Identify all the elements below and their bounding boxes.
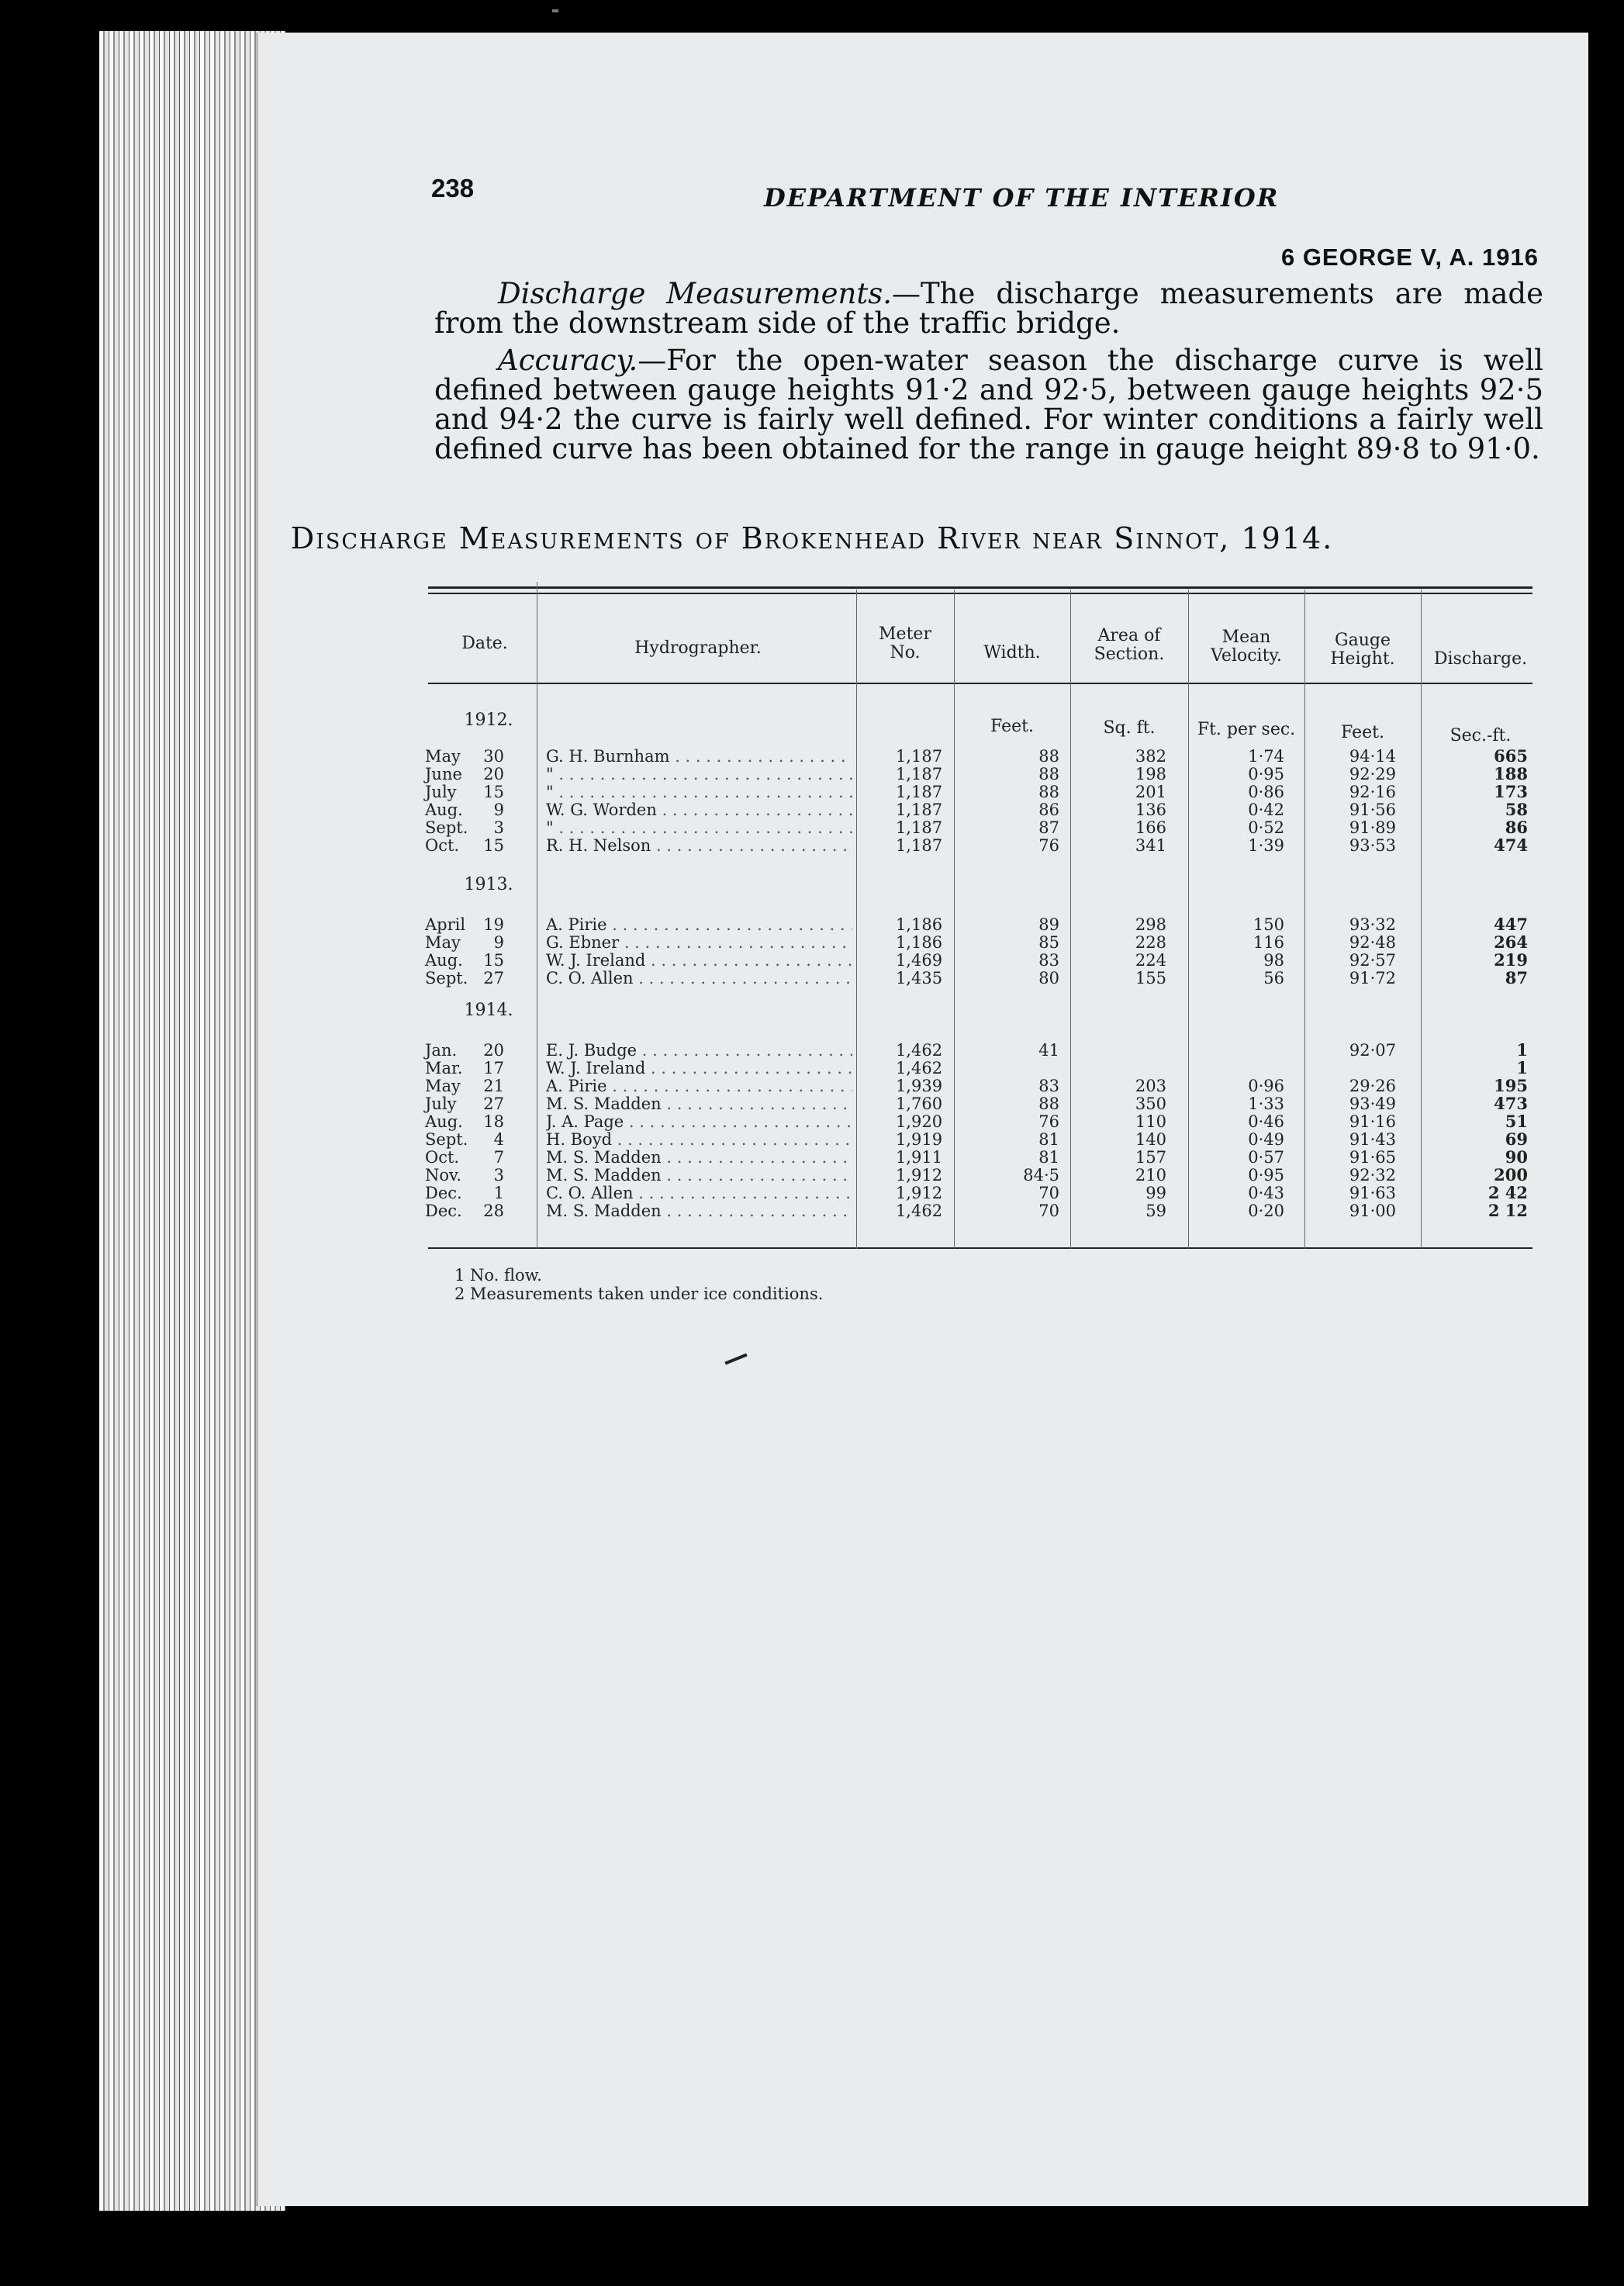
row-velocity: 1·74 — [1248, 747, 1284, 766]
table-row — [0, 1095, 1624, 1113]
table-rule-top — [428, 586, 1532, 589]
paragraph-text: —The discharge measurements are made from the downstream side of the traffic bridge. — [434, 277, 1543, 340]
header-meter-line2: No. — [890, 643, 921, 662]
row-day: 19 — [483, 915, 504, 934]
table-row — [0, 801, 1624, 819]
row-month: May — [425, 747, 461, 766]
row-month: Aug. — [425, 1112, 463, 1131]
row-hydrographer: W. G. Worden . . . — [546, 801, 852, 819]
row-meter: 1,919 — [895, 1130, 943, 1149]
row-day: 28 — [483, 1202, 504, 1220]
header-meter-line1: Meter — [879, 624, 931, 644]
row-month: June — [425, 765, 462, 783]
row-day: 20 — [483, 765, 504, 783]
row-width: 83 — [1038, 951, 1059, 970]
table-row — [0, 747, 1624, 766]
row-hydrographer: R. H. Nelson . . . — [546, 836, 852, 855]
row-width: 86 — [1038, 801, 1059, 819]
table-row — [0, 1130, 1624, 1149]
row-day: 1 — [493, 1184, 504, 1202]
row-width: 81 — [1038, 1148, 1059, 1167]
row-gauge: 92·57 — [1349, 951, 1396, 970]
header-discharge: Discharge. — [1433, 649, 1528, 669]
row-meter: 1,187 — [895, 783, 943, 801]
row-area: 228 — [1135, 933, 1166, 952]
header-velocity — [1190, 628, 1303, 666]
row-velocity: 56 — [1263, 969, 1284, 987]
table-row — [0, 1202, 1624, 1220]
row-month: Oct. — [425, 1148, 460, 1167]
scan-smudge — [552, 9, 558, 12]
row-gauge: 92·29 — [1349, 765, 1396, 783]
row-discharge: 173 — [1494, 782, 1528, 801]
row-hydrographer: E. J. Budge . . . — [546, 1041, 852, 1060]
row-width: 41 — [1038, 1041, 1059, 1060]
row-hydrographer: M. S. Madden . . . — [546, 1095, 852, 1113]
row-hydrographer: C. O. Allen . . . — [546, 969, 852, 987]
header-gauge — [1306, 631, 1419, 669]
row-velocity: 0·52 — [1248, 818, 1284, 837]
row-meter: 1,187 — [895, 747, 943, 766]
row-hydrographer: " . . . — [546, 783, 852, 801]
row-month: May — [425, 1077, 461, 1095]
row-meter: 1,186 — [895, 915, 943, 934]
row-month: Sept. — [425, 818, 468, 837]
row-hydrographer: G. Ebner . . . — [546, 933, 852, 952]
row-width: 70 — [1038, 1202, 1059, 1220]
row-velocity: 0·20 — [1248, 1202, 1284, 1220]
row-day: 4 — [493, 1130, 504, 1149]
row-day: 17 — [483, 1059, 504, 1077]
row-gauge: 91·89 — [1349, 818, 1396, 837]
row-hydrographer: W. J. Ireland . . . — [546, 951, 852, 970]
row-month: Nov. — [425, 1166, 462, 1185]
row-velocity: 0·49 — [1248, 1130, 1284, 1149]
header-width: Width. — [983, 643, 1041, 662]
row-day: 9 — [493, 801, 504, 819]
row-velocity: 0·46 — [1248, 1112, 1284, 1131]
header-hydrographer: Hydrographer. — [634, 638, 762, 658]
row-day: 3 — [493, 1166, 504, 1185]
table-row — [0, 933, 1624, 952]
table-row — [0, 1184, 1624, 1202]
row-meter: 1,462 — [895, 1059, 943, 1077]
row-hydrographer: " . . . — [546, 818, 852, 837]
unit-velocity: Ft. per sec. — [1197, 720, 1296, 739]
row-gauge: 29·26 — [1349, 1077, 1396, 1095]
row-hydrographer: A. Pirie . . . — [546, 1077, 852, 1095]
row-width: 88 — [1038, 765, 1059, 783]
row-velocity: 0·95 — [1248, 1166, 1284, 1185]
row-area: 59 — [1145, 1202, 1166, 1220]
row-meter: 1,435 — [895, 969, 943, 987]
unit-area: Sq. ft. — [1103, 718, 1156, 738]
session-label: 6 GEORGE V, A. 1916 — [1280, 244, 1539, 271]
row-discharge: 90 — [1505, 1147, 1528, 1167]
row-area: 99 — [1145, 1184, 1166, 1202]
row-gauge: 92·16 — [1349, 783, 1396, 801]
row-area: 157 — [1135, 1148, 1166, 1167]
row-month: July — [425, 1095, 457, 1113]
table-row — [0, 783, 1624, 801]
row-width: 88 — [1038, 747, 1059, 766]
row-hydrographer: M. S. Madden . . . — [546, 1202, 852, 1220]
row-velocity: 0·96 — [1248, 1077, 1284, 1095]
row-gauge: 93·49 — [1349, 1095, 1396, 1113]
row-width: 88 — [1038, 783, 1059, 801]
footnote: 2 Measurements taken under ice conditions. — [454, 1285, 824, 1303]
row-meter: 1,912 — [895, 1166, 943, 1185]
row-width: 83 — [1038, 1077, 1059, 1095]
row-day: 3 — [493, 818, 504, 837]
page-number: 238 — [431, 174, 475, 202]
row-width: 70 — [1038, 1184, 1059, 1202]
row-hydrographer: C. O. Allen . . . — [546, 1184, 852, 1202]
table-row — [0, 1166, 1624, 1185]
row-day: 20 — [483, 1041, 504, 1060]
row-meter: 1,187 — [895, 836, 943, 855]
row-hydrographer: W. J. Ireland . . . — [546, 1059, 852, 1077]
table-rule-bottom — [428, 1247, 1532, 1249]
row-meter: 1,462 — [895, 1202, 943, 1220]
row-velocity: 116 — [1253, 933, 1284, 952]
table-row — [0, 915, 1624, 934]
table-rule-header — [428, 683, 1532, 684]
row-gauge: 91·65 — [1349, 1148, 1396, 1167]
row-area: 350 — [1135, 1095, 1166, 1113]
row-discharge: 200 — [1494, 1165, 1528, 1185]
row-area: 110 — [1135, 1112, 1166, 1131]
row-gauge: 91·00 — [1349, 1202, 1396, 1220]
year-label: 1912. — [464, 711, 513, 730]
row-meter: 1,187 — [895, 801, 943, 819]
row-area: 201 — [1135, 783, 1166, 801]
table-title: Discharge Measurements of Brokenhead River near Sinnot, 1914. — [290, 521, 1334, 555]
row-discharge: 69 — [1505, 1129, 1528, 1149]
row-area: 224 — [1135, 951, 1166, 970]
row-discharge: 188 — [1494, 764, 1528, 783]
table-row — [0, 1148, 1624, 1167]
row-hydrographer: M. S. Madden . . . — [546, 1148, 852, 1167]
row-gauge: 91·43 — [1349, 1130, 1396, 1149]
row-gauge: 92·32 — [1349, 1166, 1396, 1185]
row-gauge: 91·16 — [1349, 1112, 1396, 1131]
row-area: 155 — [1135, 969, 1166, 987]
row-day: 15 — [483, 951, 504, 970]
row-month: Sept. — [425, 1130, 468, 1149]
table-row — [0, 836, 1624, 855]
table-row — [0, 1059, 1624, 1077]
row-meter: 1,939 — [895, 1077, 943, 1095]
row-velocity: 0·42 — [1248, 801, 1284, 819]
row-gauge: 94·14 — [1349, 747, 1396, 766]
header-velocity-line2: Velocity. — [1211, 646, 1282, 666]
paragraph-text: —For the open-water season the discharge curve is well defined between gauge heights 91·2 and 92·5, between gauge heights 92·5 and 94·2 the curve is fairly well defined. For winter conditions a fairly well defined curve has been obtained for the range in gauge height 89·8 to 91·0. — [434, 344, 1543, 465]
table-row — [0, 969, 1624, 987]
row-width: 87 — [1038, 818, 1059, 837]
header-gauge-line2: Height. — [1330, 649, 1395, 669]
row-discharge: 264 — [1494, 932, 1528, 952]
row-discharge: 2 12 — [1488, 1201, 1528, 1220]
row-month: Sept. — [425, 969, 468, 987]
row-day: 7 — [493, 1148, 504, 1167]
row-velocity: 0·57 — [1248, 1148, 1284, 1167]
table-row — [0, 1112, 1624, 1131]
row-meter: 1,760 — [895, 1095, 943, 1113]
row-month: April — [425, 915, 466, 934]
row-gauge: 92·48 — [1349, 933, 1396, 952]
table-row — [0, 1077, 1624, 1095]
row-discharge: 195 — [1494, 1076, 1528, 1095]
running-head: DEPARTMENT OF THE INTERIOR — [764, 183, 1280, 213]
row-velocity: 0·43 — [1248, 1184, 1284, 1202]
row-width: 76 — [1038, 836, 1059, 855]
header-velocity-line1: Mean — [1221, 628, 1271, 647]
row-meter: 1,912 — [895, 1184, 943, 1202]
row-width: 84·5 — [1023, 1166, 1059, 1185]
row-width: 80 — [1038, 969, 1059, 987]
table-row — [0, 951, 1624, 970]
unit-gauge: Feet. — [1341, 723, 1384, 742]
row-area: 382 — [1135, 747, 1166, 766]
row-hydrographer: " . . . — [546, 765, 852, 783]
row-area: 166 — [1135, 818, 1166, 837]
table-row — [0, 818, 1624, 837]
row-meter: 1,469 — [895, 951, 943, 970]
row-discharge: 447 — [1494, 915, 1528, 934]
row-day: 18 — [483, 1112, 504, 1131]
row-gauge: 93·53 — [1349, 836, 1396, 855]
row-velocity: 98 — [1263, 951, 1284, 970]
row-discharge: 86 — [1505, 818, 1528, 837]
row-meter: 1,462 — [895, 1041, 943, 1060]
row-meter: 1,187 — [895, 818, 943, 837]
row-velocity: 0·95 — [1248, 765, 1284, 783]
row-discharge: 1 — [1516, 1040, 1528, 1060]
row-month: Mar. — [425, 1059, 463, 1077]
row-velocity: 1·39 — [1248, 836, 1284, 855]
row-month: Jan. — [425, 1041, 458, 1060]
footnote: 1 No. flow. — [454, 1266, 542, 1285]
row-velocity: 0·86 — [1248, 783, 1284, 801]
header-gauge-line1: Gauge — [1335, 631, 1391, 650]
row-meter: 1,187 — [895, 765, 943, 783]
row-gauge: 93·32 — [1349, 915, 1396, 934]
paragraph-accuracy — [434, 346, 1543, 464]
row-meter: 1,911 — [895, 1148, 943, 1167]
row-meter: 1,920 — [895, 1112, 943, 1131]
row-month: Oct. — [425, 836, 460, 855]
row-hydrographer: J. A. Page . . . — [546, 1112, 852, 1131]
table-rule-top-2 — [428, 593, 1532, 594]
header-area — [1072, 627, 1187, 664]
year-label: 1914. — [464, 1001, 513, 1020]
row-hydrographer: M. S. Madden . . . — [546, 1166, 852, 1185]
row-day: 27 — [483, 1095, 504, 1113]
row-day: 21 — [483, 1077, 504, 1095]
row-discharge: 87 — [1505, 968, 1528, 987]
row-hydrographer: A. Pirie . . . — [546, 915, 852, 934]
paragraph-discharge — [434, 279, 1543, 338]
row-discharge: 51 — [1505, 1112, 1528, 1131]
row-velocity: 150 — [1253, 915, 1284, 934]
header-area-line2: Section. — [1094, 645, 1165, 664]
row-gauge: 91·63 — [1349, 1184, 1396, 1202]
row-month: Aug. — [425, 951, 463, 970]
row-discharge: 473 — [1494, 1094, 1528, 1113]
row-area: 136 — [1135, 801, 1166, 819]
row-day: 27 — [483, 969, 504, 987]
row-width: 89 — [1038, 915, 1059, 934]
row-area: 203 — [1135, 1077, 1166, 1095]
row-discharge: 1 — [1516, 1058, 1528, 1077]
row-area: 298 — [1135, 915, 1166, 934]
paragraph-lead: Discharge Measurements. — [498, 277, 892, 310]
header-area-line1: Area of — [1097, 626, 1161, 645]
row-month: May — [425, 933, 461, 952]
row-discharge: 474 — [1494, 835, 1528, 855]
year-label: 1913. — [464, 875, 513, 894]
row-month: Aug. — [425, 801, 463, 819]
paragraph-lead: Accuracy. — [498, 344, 638, 377]
row-day: 15 — [483, 783, 504, 801]
row-discharge: 219 — [1494, 950, 1528, 970]
row-discharge: 2 42 — [1488, 1183, 1528, 1202]
row-area: 341 — [1135, 836, 1166, 855]
header-meter — [858, 625, 952, 662]
row-discharge: 665 — [1494, 746, 1528, 766]
unit-discharge: Sec.-ft. — [1450, 726, 1512, 745]
row-width: 88 — [1038, 1095, 1059, 1113]
header-date: Date. — [461, 634, 508, 653]
row-meter: 1,186 — [895, 933, 943, 952]
row-hydrographer: H. Boyd . . . — [546, 1130, 852, 1149]
row-gauge: 91·56 — [1349, 801, 1396, 819]
row-month: Dec. — [425, 1184, 462, 1202]
table-row — [0, 765, 1624, 783]
row-month: Dec. — [425, 1202, 462, 1220]
row-gauge: 92·07 — [1349, 1041, 1396, 1060]
row-area: 198 — [1135, 765, 1166, 783]
unit-width: Feet. — [990, 717, 1034, 736]
row-width: 81 — [1038, 1130, 1059, 1149]
row-day: 15 — [483, 836, 504, 855]
row-area: 210 — [1135, 1166, 1166, 1185]
row-width: 85 — [1038, 933, 1059, 952]
row-velocity: 1·33 — [1248, 1095, 1284, 1113]
row-month: July — [425, 783, 457, 801]
row-hydrographer: G. H. Burnham . . . — [546, 747, 852, 766]
row-area: 140 — [1135, 1130, 1166, 1149]
row-width: 76 — [1038, 1112, 1059, 1131]
row-gauge: 91·72 — [1349, 969, 1396, 987]
row-discharge: 58 — [1505, 800, 1528, 819]
table-row — [0, 1041, 1624, 1060]
row-day: 30 — [483, 747, 504, 766]
row-day: 9 — [493, 933, 504, 952]
